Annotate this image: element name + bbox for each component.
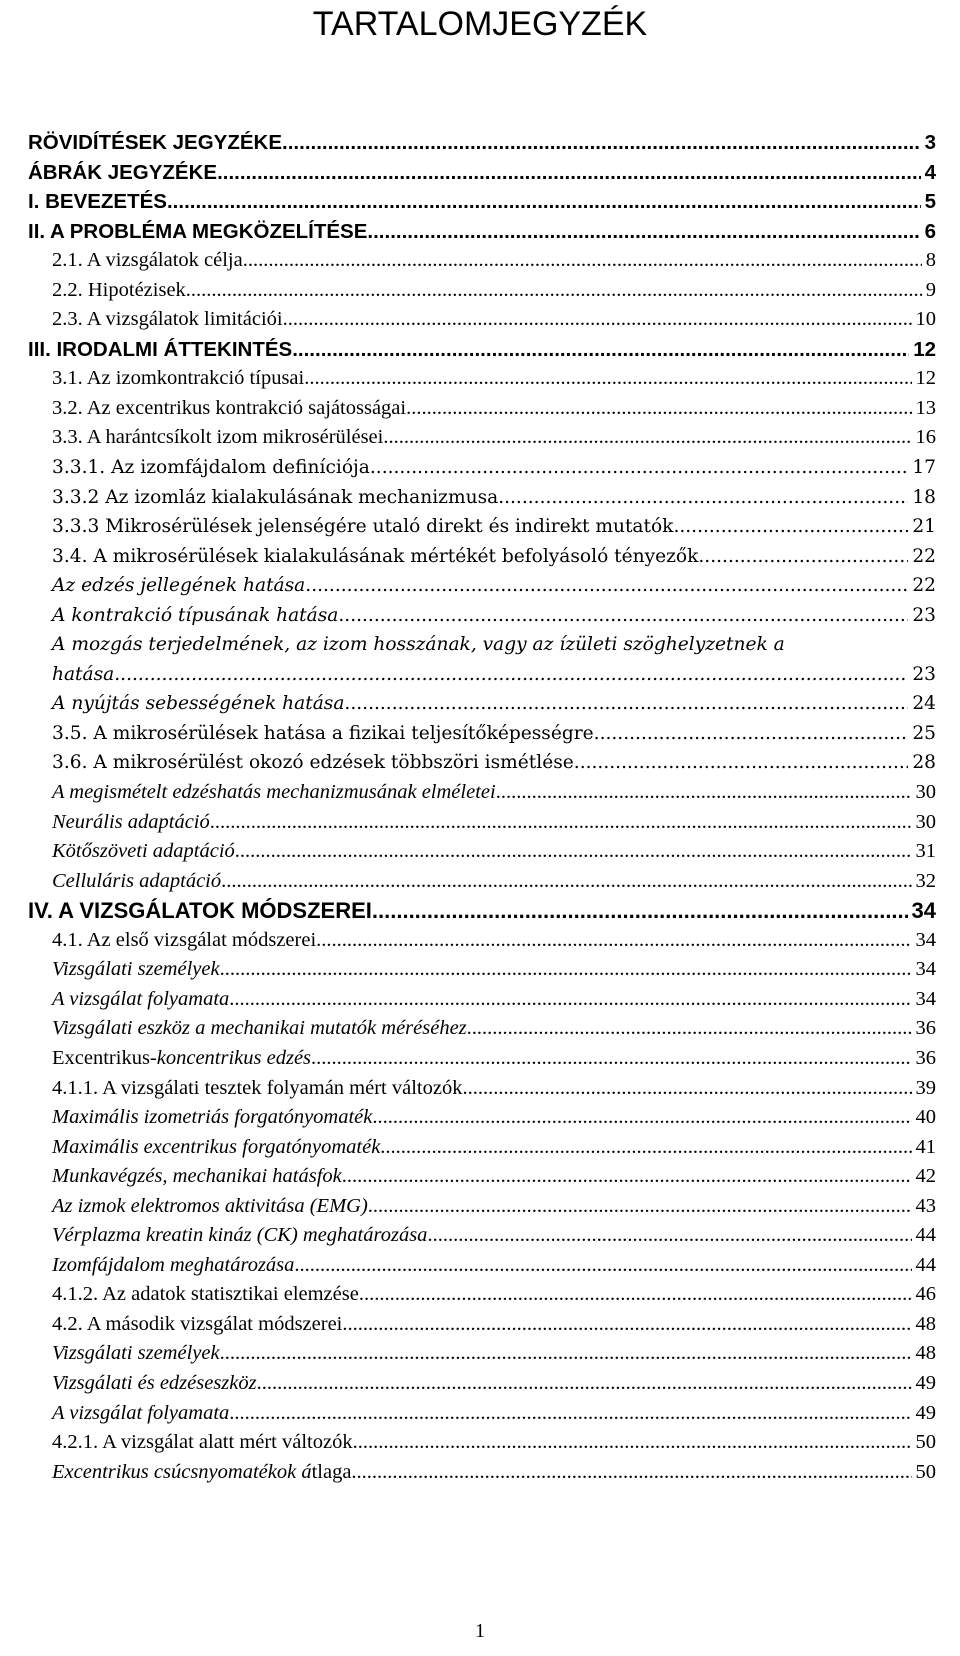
toc-entry[interactable] xyxy=(28,1310,936,1340)
toc-entry[interactable] xyxy=(28,689,936,719)
toc-entry-page: 49 xyxy=(915,1371,936,1394)
toc-entry-label: 3.5. A mikrosérülések hatása a fizikai teljesítőképességre xyxy=(52,722,594,744)
toc-entry[interactable] xyxy=(28,1428,936,1458)
toc-entry-page: 23 xyxy=(912,663,936,685)
toc-entry[interactable] xyxy=(28,1251,936,1281)
toc-entry-page: 9 xyxy=(925,278,936,301)
dot-leader xyxy=(427,1221,911,1251)
toc-entry[interactable] xyxy=(28,1133,936,1163)
dot-leader xyxy=(462,1074,911,1104)
toc-entry-page: 8 xyxy=(925,249,936,272)
dot-leader xyxy=(372,896,908,926)
toc-entry[interactable] xyxy=(28,187,936,217)
dot-leader xyxy=(383,423,911,453)
toc-entry-label: III. IRODALMI ÁTTEKINTÉS xyxy=(28,337,293,361)
toc-entry-page: 21 xyxy=(912,516,936,538)
toc-entry-page: 36 xyxy=(915,1046,936,1069)
toc-entry[interactable] xyxy=(28,246,936,276)
toc-entry[interactable] xyxy=(28,1044,936,1074)
toc-entry-label: Vizsgálati és edzéseszköz xyxy=(52,1371,257,1394)
toc-entry-label-italic: koncentrikus edzés xyxy=(156,1046,312,1069)
dot-leader xyxy=(235,837,912,867)
toc-entry[interactable] xyxy=(28,778,936,808)
toc-entry-label: A vizsgálat folyamata xyxy=(52,987,230,1010)
toc-entry-label: 3.3.1. Az izomfájdalom definíciója xyxy=(52,457,370,479)
dot-leader xyxy=(367,217,920,247)
dot-leader xyxy=(294,1251,911,1281)
dot-leader xyxy=(229,1399,911,1429)
dot-leader xyxy=(496,778,912,808)
toc-entry[interactable] xyxy=(28,1162,936,1192)
dot-leader xyxy=(186,276,922,306)
dot-leader xyxy=(311,1044,911,1074)
toc-entry[interactable] xyxy=(28,896,936,926)
toc-entry-page: 42 xyxy=(915,1165,936,1188)
toc-entry-label: A vizsgálat folyamata xyxy=(52,1401,230,1424)
toc-entry[interactable] xyxy=(28,453,936,483)
toc-entry-page: 40 xyxy=(915,1106,936,1129)
toc-entry-page: 17 xyxy=(912,457,936,479)
toc-entry[interactable] xyxy=(28,217,936,247)
toc-entry[interactable] xyxy=(28,364,936,394)
toc-entry-page: 18 xyxy=(912,486,936,508)
toc-entry-label: Vizsgálati eszköz a mechanikai mutatók méréséhez xyxy=(52,1017,467,1040)
toc-entry-label: IV. A VIZSGÁLATOK MÓDSZEREI xyxy=(28,898,372,924)
toc-entry-label-plain: Excentrikus- xyxy=(52,1046,157,1069)
toc-entry-label: ÁBRÁK JEGYZÉKE xyxy=(28,160,218,184)
toc-entry-page: 6 xyxy=(924,219,936,243)
toc-entry[interactable] xyxy=(28,1014,936,1044)
toc-entry-page: 49 xyxy=(915,1401,936,1424)
toc-entry-label: 4.2. A második vizsgálat módszerei xyxy=(52,1312,343,1335)
dot-leader xyxy=(114,660,908,690)
toc-entry-label: A megismételt edzéshatás mechanizmusának elméletei xyxy=(52,781,496,804)
toc-entry[interactable] xyxy=(28,276,936,306)
toc-entry-label: 4.1.1. A vizsgálati tesztek folyamán mért változók xyxy=(52,1076,463,1099)
toc-entry-page: 25 xyxy=(912,722,936,744)
toc-entry-label: Munkavégzés, mechanikai hatásfok xyxy=(52,1165,342,1188)
toc-entry-page: 13 xyxy=(915,396,936,419)
dot-leader xyxy=(316,926,911,956)
toc-entry[interactable] xyxy=(28,955,936,985)
toc-entry-page: 36 xyxy=(915,1017,936,1040)
toc-entry-label: 4.2.1. A vizsgálat alatt mért változók xyxy=(52,1431,353,1454)
toc-entry-label: 3.3. A harántcsíkolt izom mikrosérülései xyxy=(52,426,384,449)
dot-leader xyxy=(243,246,922,276)
toc-entry-label-line: A mozgás terjedelmének, az izom hosszának, vagy az ízületi szöghelyzetnek a xyxy=(52,634,785,656)
toc-entry-page: 16 xyxy=(915,426,936,449)
toc-entry[interactable] xyxy=(28,305,936,335)
toc-entry-page: 43 xyxy=(915,1194,936,1217)
toc-entry-label: Vizsgálati személyek xyxy=(52,958,220,981)
toc-entry[interactable] xyxy=(28,1280,936,1310)
toc-entry-page: 12 xyxy=(913,337,936,361)
toc-entry-page: 34 xyxy=(915,987,936,1010)
toc-entry[interactable] xyxy=(28,748,936,778)
toc-entry[interactable] xyxy=(28,660,936,690)
toc-entry[interactable] xyxy=(28,1399,936,1429)
toc-entry-label xyxy=(52,1458,351,1488)
table-of-contents xyxy=(28,128,936,1487)
toc-entry-page: 31 xyxy=(915,840,936,863)
toc-entry-page: 12 xyxy=(915,367,936,390)
toc-entry[interactable] xyxy=(28,926,936,956)
toc-entry-label: Maximális excentrikus forgatónyomaték xyxy=(52,1135,381,1158)
toc-entry-label: 3.3.3 Mikrosérülések jelenségére utaló direkt és indirekt mutatók xyxy=(52,516,674,538)
toc-entry-label: 2.3. A vizsgálatok limitációi xyxy=(52,308,283,331)
toc-entry-label: I. BEVEZETÉS xyxy=(28,190,167,214)
dot-leader xyxy=(283,305,912,335)
toc-entry-label: 3.2. Az excentrikus kontrakció sajátosságai xyxy=(52,396,407,419)
toc-entry-page: 30 xyxy=(915,810,936,833)
toc-entry[interactable] xyxy=(28,985,936,1015)
toc-entry[interactable] xyxy=(28,128,936,158)
toc-entry[interactable] xyxy=(28,1221,936,1251)
toc-entry-label: RÖVIDÍTÉSEK JEGYZÉKE xyxy=(28,131,283,154)
toc-entry-page: 48 xyxy=(915,1342,936,1365)
dot-leader xyxy=(220,955,912,985)
dot-leader xyxy=(344,689,908,719)
dot-leader xyxy=(370,453,908,483)
dot-leader xyxy=(467,1014,912,1044)
toc-entry-label: 3.4. A mikrosérülések kialakulásának mértékét befolyásoló tényezők xyxy=(52,545,699,567)
toc-entry[interactable] xyxy=(28,1369,936,1399)
dot-leader xyxy=(217,158,921,188)
dot-leader xyxy=(368,1192,912,1222)
dot-leader xyxy=(359,1280,912,1310)
toc-entry-page: 24 xyxy=(912,693,936,715)
toc-entry-page: 44 xyxy=(915,1253,936,1276)
toc-entry-label: Az edzés jellegének hatása xyxy=(52,575,306,597)
toc-entry-label: A nyújtás sebességének hatása xyxy=(52,693,345,715)
toc-entry-label: II. A PROBLÉMA MEGKÖZELÍTÉSE xyxy=(28,219,368,243)
toc-entry-label: Az izmok elektromos aktivitása (EMG) xyxy=(52,1194,368,1217)
toc-entry[interactable] xyxy=(28,483,936,513)
dot-leader xyxy=(372,1103,911,1133)
toc-entry-label: Kötőszöveti adaptáció xyxy=(52,840,235,863)
toc-entry-label: 3.3.2 Az izomláz kialakulásának mechanizmusa xyxy=(52,486,499,508)
toc-entry-label: Vizsgálati személyek xyxy=(52,1342,220,1365)
toc-entry[interactable] xyxy=(28,542,936,572)
toc-entry-page: 10 xyxy=(915,308,936,331)
toc-entry-label-plain: tlaga xyxy=(311,1460,352,1483)
toc-entry-label: 4.1.2. Az adatok statisztikai elemzése xyxy=(52,1283,359,1306)
toc-entry[interactable] xyxy=(28,1074,936,1104)
toc-entry-page: 32 xyxy=(915,869,936,892)
toc-entry-page: 34 xyxy=(915,958,936,981)
dot-leader xyxy=(167,187,921,217)
toc-entry-page: 48 xyxy=(915,1312,936,1335)
toc-entry-page: 46 xyxy=(915,1283,936,1306)
toc-entry-page: 23 xyxy=(912,604,936,626)
toc-entry[interactable] xyxy=(28,423,936,453)
dot-leader xyxy=(498,483,908,513)
dot-leader xyxy=(282,128,921,158)
dot-leader xyxy=(342,1162,912,1192)
dot-leader xyxy=(257,1369,912,1399)
dot-leader xyxy=(220,1339,912,1369)
toc-entry[interactable] xyxy=(28,335,936,365)
dot-leader xyxy=(342,1310,911,1340)
toc-entry-label-italic: Excentrikus csúcsnyomatékok á xyxy=(52,1460,312,1483)
dot-leader xyxy=(406,394,911,424)
toc-entry-page: 22 xyxy=(912,545,936,567)
dot-leader xyxy=(574,748,909,778)
dot-leader xyxy=(698,542,908,572)
toc-entry[interactable] xyxy=(28,394,936,424)
dot-leader xyxy=(292,335,909,365)
toc-entry-label: Izomfájdalom meghatározása xyxy=(52,1253,295,1276)
toc-entry[interactable] xyxy=(28,1103,936,1133)
toc-entry-page: 22 xyxy=(912,575,936,597)
toc-entry[interactable] xyxy=(28,1192,936,1222)
toc-entry-page: 50 xyxy=(915,1460,936,1483)
toc-entry-page: 50 xyxy=(915,1431,936,1454)
toc-entry[interactable] xyxy=(28,1339,936,1369)
toc-entry-page: 34 xyxy=(915,928,936,951)
toc-entry-page: 44 xyxy=(915,1224,936,1247)
toc-entry-label: 2.1. A vizsgálatok célja xyxy=(52,249,243,272)
dot-leader xyxy=(594,719,909,749)
dot-leader xyxy=(380,1133,911,1163)
toc-entry-label: Neurális adaptáció xyxy=(52,810,210,833)
toc-entry-page: 41 xyxy=(915,1135,936,1158)
toc-entry-label: 3.1. Az izomkontrakció típusai xyxy=(52,367,305,390)
toc-entry-label: 2.2. Hipotézisek xyxy=(52,278,186,301)
toc-entry[interactable] xyxy=(28,808,936,838)
toc-entry-label: Celluláris adaptáció xyxy=(52,869,222,892)
dot-leader xyxy=(229,985,911,1015)
dot-leader xyxy=(304,364,911,394)
dot-leader xyxy=(351,1458,911,1488)
toc-entry[interactable] xyxy=(28,1458,936,1488)
toc-entry-page: 3 xyxy=(924,131,936,154)
toc-entry-page: 28 xyxy=(912,752,936,774)
toc-entry[interactable] xyxy=(28,601,936,631)
toc-entry[interactable] xyxy=(28,867,936,897)
page-title: TARTALOMJEGYZÉK xyxy=(312,5,648,43)
dot-leader xyxy=(210,808,912,838)
toc-entry-page: 4 xyxy=(924,160,936,184)
dot-leader xyxy=(221,867,911,897)
dot-leader xyxy=(353,1428,912,1458)
toc-entry-page: 34 xyxy=(911,898,936,924)
page-number: 1 xyxy=(475,1620,485,1642)
toc-entry-page: 39 xyxy=(915,1076,936,1099)
toc-entry[interactable] xyxy=(28,158,936,188)
toc-entry-page: 30 xyxy=(915,781,936,804)
toc-entry[interactable] xyxy=(28,837,936,867)
toc-entry-label xyxy=(52,1044,311,1074)
toc-entry-label: A kontrakció típusának hatása xyxy=(52,604,339,626)
dot-leader xyxy=(338,601,908,631)
toc-entry[interactable] xyxy=(28,719,936,749)
toc-entry-label: 4.1. Az első vizsgálat módszerei xyxy=(52,928,317,951)
toc-entry-label: hatása xyxy=(52,663,115,685)
toc-entry[interactable] xyxy=(28,571,936,601)
toc-entry-label: 3.6. A mikrosérülést okozó edzések többszöri ismétlése xyxy=(52,752,574,774)
dot-leader xyxy=(673,512,908,542)
dot-leader xyxy=(305,571,908,601)
toc-entry-page: 5 xyxy=(924,190,936,214)
toc-entry-label: Vérplazma kreatin kináz (CK) meghatározása xyxy=(52,1224,428,1247)
toc-entry[interactable] xyxy=(28,512,936,542)
toc-entry-label: Maximális izometriás forgatónyomaték xyxy=(52,1106,373,1129)
